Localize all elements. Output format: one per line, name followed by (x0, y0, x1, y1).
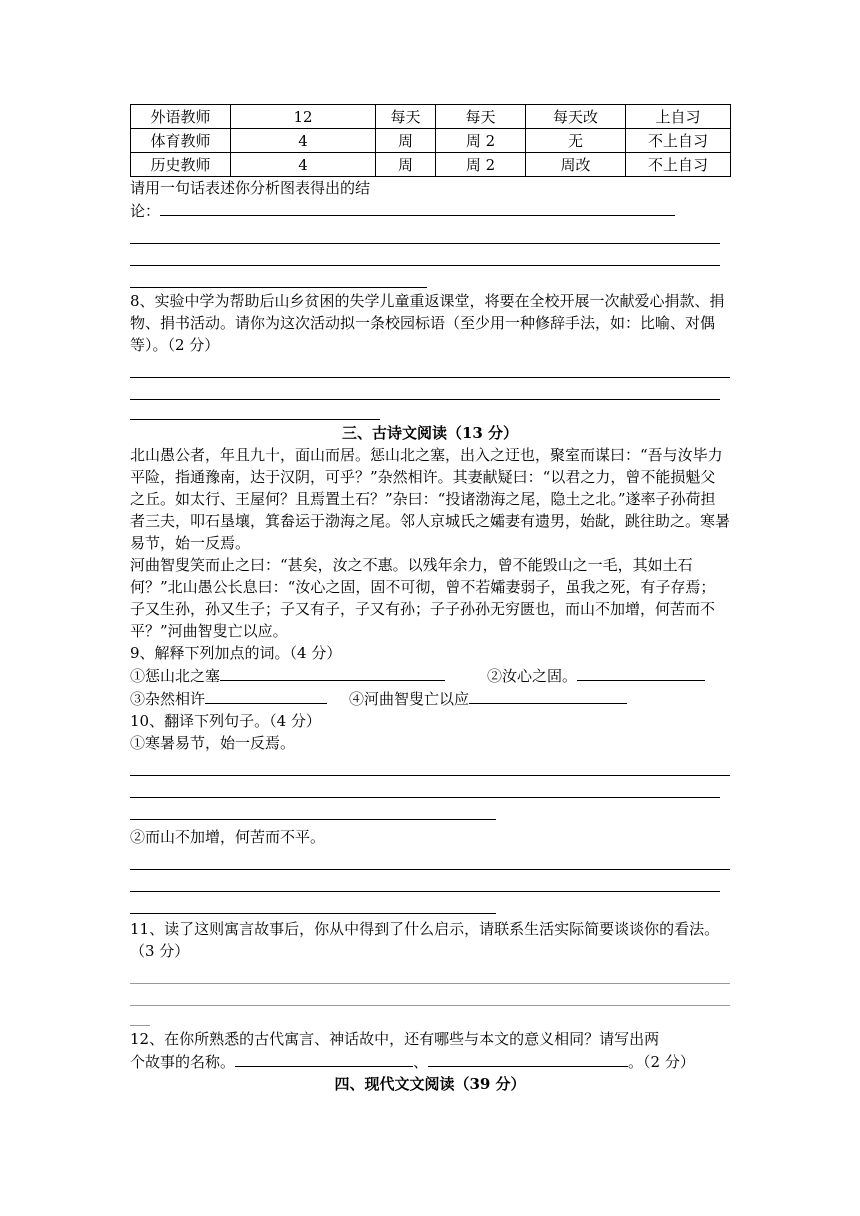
answer-line[interactable] (130, 870, 720, 892)
table-cell: 周 2 (436, 153, 526, 177)
table-row (131, 105, 731, 129)
q12-prompt: 个故事的名称。 (130, 1053, 236, 1071)
table-cell: 4 (231, 153, 376, 177)
q8-answer-lines (130, 356, 730, 420)
answer-line[interactable] (130, 848, 730, 870)
answer-line[interactable] (130, 356, 730, 378)
q10-s2-answer-lines (130, 848, 730, 914)
table-cell: 外语教师 (131, 105, 231, 129)
table-cell: 体育教师 (131, 129, 231, 153)
q12-separator: 、 (413, 1053, 429, 1071)
table-cell: 无 (526, 129, 626, 153)
table-cell: 历史教师 (131, 153, 231, 177)
answer-line[interactable] (130, 1006, 150, 1026)
q7-prompt-end: 论： (130, 202, 161, 220)
answer-line[interactable] (130, 378, 720, 400)
q7-prompt: 请用一句话表述你分析图表得出的结 (130, 179, 371, 197)
q9-row-1 (130, 664, 730, 687)
passage-paragraph-1: 北山愚公者，年且九十，面山而居。惩山北之塞，出入之迂也，聚室而谋曰：“吾与汝毕力平险，指通豫南，达于汉阴，可乎？”杂然相许。其妻献疑曰：“以君之力，曾不能损魁父之丘。如太行、王屋何？且焉置土石？”杂曰：“投诸渤海之尾，隐土之北。”遂率子孙荷担者三夫，叩石垦壤，箕畚运于渤海之尾。邻人京城氏之孀妻有遗男，始龀，跳往助之。寒暑易节，始一反焉。 (130, 446, 731, 552)
answer-line[interactable] (130, 984, 730, 1006)
answer-blank[interactable] (220, 664, 445, 681)
answer-line[interactable] (130, 244, 720, 266)
answer-blank[interactable] (577, 664, 705, 681)
table-cell: 周改 (526, 153, 626, 177)
q7-answer-lines (130, 222, 730, 288)
answer-line[interactable] (130, 266, 427, 288)
exam-page (130, 104, 730, 1095)
q11-answer-lines (130, 962, 730, 1026)
table-cell: 不上自习 (626, 129, 731, 153)
q9-title: 9、解释下列加点的词。（4 分） (130, 644, 342, 662)
q12-points: 。（2 分） (628, 1053, 695, 1071)
answer-line[interactable] (130, 892, 496, 914)
table-cell: 上自习 (626, 105, 731, 129)
answer-blank[interactable] (160, 199, 675, 216)
q9-item-3: ③杂然相许 (130, 690, 206, 708)
answer-line[interactable] (130, 222, 720, 244)
q9-row-2 (130, 687, 730, 710)
answer-blank[interactable] (205, 687, 327, 704)
table-cell: 周 (376, 129, 436, 153)
answer-line[interactable] (130, 754, 730, 776)
q12-answer-row (130, 1050, 730, 1073)
table-row (131, 153, 731, 177)
q7-answer-row (130, 199, 730, 222)
section-3-title: 三、古诗文阅读（13 分） (341, 424, 519, 442)
passage-paragraph-2: 河曲智叟笑而止之曰：“甚矣，汝之不惠。以残年余力，曾不能毁山之一毛，其如土石何？”北山愚公长息曰：“汝心之固，固不可彻，曾不若孀妻弱子，虽我之死，有子存焉；子又生孙，孙又生子；子又有子，子又有孙；子子孙孙无穷匮也，而山不加增，何苦而不平？”河曲智叟亡以应。 (130, 556, 716, 640)
table-cell: 周 (376, 153, 436, 177)
section-4-title: 四、现代文文阅读（39 分） (334, 1075, 526, 1093)
answer-blank[interactable] (469, 687, 627, 704)
q9-item-2: ②汝心之固。 (487, 667, 578, 685)
q12-question: 12、在你所熟悉的古代寓言、神话故中，还有哪些与本文的意义相同？请写出两 (130, 1030, 660, 1048)
q9-item-4: ④河曲智叟亡以应 (349, 690, 470, 708)
answer-line[interactable] (130, 798, 496, 820)
teacher-table-body (131, 105, 731, 177)
q10-sentence-1: ①寒暑易节，始一反焉。 (130, 734, 296, 752)
q8-question: 8、实验中学为帮助后山乡贫困的失学儿童重返课堂，将要在全校开展一次献爱心捐款、捐物、捐书活动。请你为这次活动拟一条校园标语（至少用一种修辞手法，如：比喻、对偶等）。（2 分） (130, 292, 725, 354)
answer-line[interactable] (130, 776, 720, 798)
q10-s1-answer-lines (130, 754, 730, 820)
story-name-blank[interactable] (235, 1050, 413, 1067)
answer-line[interactable] (130, 400, 380, 420)
q9-item-1: ①惩山北之塞 (130, 667, 221, 685)
q10-title: 10、翻译下列句子。（4 分） (130, 712, 321, 730)
table-cell: 4 (231, 129, 376, 153)
q11-question: 11、读了这则寓言故事后，你从中得到了什么启示，请联系生活实际简要谈谈你的看法。（3 分） (130, 920, 720, 960)
table-cell: 每天 (436, 105, 526, 129)
table-cell: 周 2 (436, 129, 526, 153)
q10-sentence-2: ②而山不加增，何苦而不平。 (130, 828, 326, 846)
table-cell: 12 (231, 105, 376, 129)
answer-line[interactable] (130, 962, 730, 984)
table-cell: 每天改 (526, 105, 626, 129)
teacher-table (130, 104, 731, 177)
table-cell: 每天 (376, 105, 436, 129)
table-cell: 不上自习 (626, 153, 731, 177)
story-name-blank[interactable] (428, 1050, 628, 1067)
table-row (131, 129, 731, 153)
